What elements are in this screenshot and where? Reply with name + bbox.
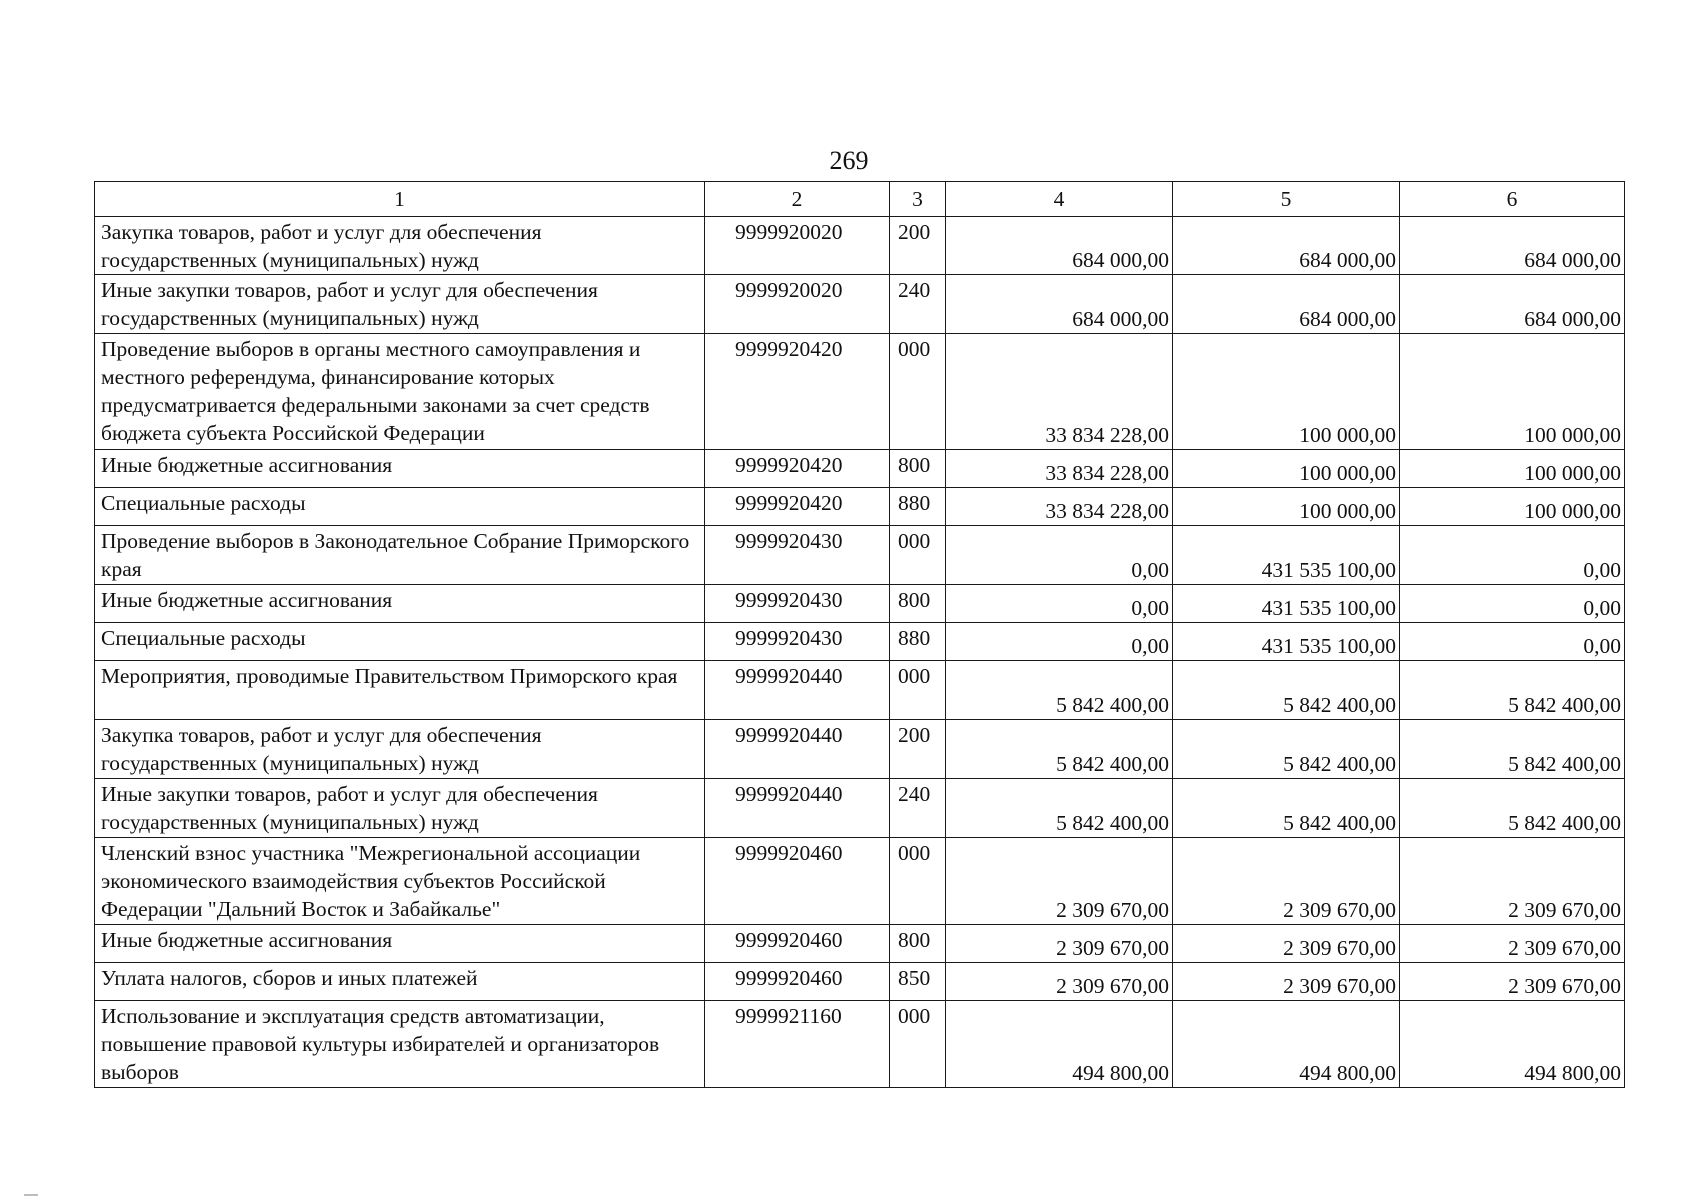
row-code: 9999921160 — [705, 1001, 890, 1088]
row-code: 9999920430 — [705, 623, 890, 661]
table-body — [95, 217, 1625, 1088]
table-row — [95, 450, 1625, 488]
row-code: 9999920020 — [705, 217, 890, 275]
row-amount-col5: 431 535 100,00 — [1173, 623, 1400, 661]
row-amount-col4: 33 834 228,00 — [946, 450, 1173, 488]
table-row — [95, 963, 1625, 1001]
row-name: Специальные расходы — [95, 623, 705, 661]
row-amount-col5: 5 842 400,00 — [1173, 661, 1400, 720]
table-row — [95, 526, 1625, 585]
row-amount-col5: 2 309 670,00 — [1173, 838, 1400, 925]
table-row — [95, 779, 1625, 838]
row-name: Специальные расходы — [95, 488, 705, 526]
header-col-3: 3 — [890, 182, 946, 217]
row-name: Иные закупки товаров, работ и услуг для обеспечения государственных (муниципальных) нужд — [95, 275, 705, 334]
row-name: Мероприятия, проводимые Правительством Приморского края — [95, 661, 705, 720]
row-type: 000 — [890, 526, 946, 585]
row-name: Использование и эксплуатация средств автоматизации, повышение правовой культуры избирателей и организаторов выборов — [95, 1001, 705, 1088]
row-amount-col6: 5 842 400,00 — [1400, 779, 1625, 838]
table-row — [95, 623, 1625, 661]
row-name: Закупка товаров, работ и услуг для обеспечения государственных (муниципальных) нужд — [95, 217, 705, 275]
table-row — [95, 925, 1625, 963]
row-amount-col6: 5 842 400,00 — [1400, 661, 1625, 720]
row-code: 9999920460 — [705, 925, 890, 963]
table-row — [95, 334, 1625, 450]
table-row — [95, 488, 1625, 526]
header-col-1: 1 — [95, 182, 705, 217]
row-type: 800 — [890, 450, 946, 488]
row-type: 880 — [890, 488, 946, 526]
page-number: 269 — [829, 146, 869, 175]
row-code: 9999920440 — [705, 661, 890, 720]
row-type: 850 — [890, 963, 946, 1001]
row-name: Проведение выборов в Законодательное Собрание Приморского края — [95, 526, 705, 585]
row-type: 240 — [890, 779, 946, 838]
row-type: 200 — [890, 217, 946, 275]
row-amount-col4: 2 309 670,00 — [946, 963, 1173, 1001]
row-amount-col4: 5 842 400,00 — [946, 720, 1173, 779]
row-type: 800 — [890, 585, 946, 623]
row-amount-col5: 684 000,00 — [1173, 217, 1400, 275]
row-code: 9999920430 — [705, 526, 890, 585]
row-amount-col4: 494 800,00 — [946, 1001, 1173, 1088]
row-name: Иные бюджетные ассигнования — [95, 925, 705, 963]
budget-table — [94, 181, 1625, 1088]
row-amount-col5: 431 535 100,00 — [1173, 526, 1400, 585]
row-code: 9999920430 — [705, 585, 890, 623]
row-name: Иные бюджетные ассигнования — [95, 450, 705, 488]
row-amount-col4: 0,00 — [946, 623, 1173, 661]
scan-mark — [24, 1194, 38, 1196]
row-name: Закупка товаров, работ и услуг для обеспечения государственных (муниципальных) нужд — [95, 720, 705, 779]
header-col-2: 2 — [705, 182, 890, 217]
row-amount-col4: 0,00 — [946, 585, 1173, 623]
row-code: 9999920420 — [705, 334, 890, 450]
row-name: Членский взнос участника "Межрегиональной ассоциации экономического взаимодействия субъектов Российской Федерации "Дальний Восток и Забайкалье" — [95, 838, 705, 925]
row-code: 9999920420 — [705, 450, 890, 488]
table-row — [95, 720, 1625, 779]
header-row — [95, 182, 1625, 217]
row-amount-col5: 2 309 670,00 — [1173, 963, 1400, 1001]
row-code: 9999920440 — [705, 779, 890, 838]
row-amount-col6: 0,00 — [1400, 623, 1625, 661]
row-name: Иные закупки товаров, работ и услуг для обеспечения государственных (муниципальных) нужд — [95, 779, 705, 838]
row-amount-col6: 100 000,00 — [1400, 334, 1625, 450]
row-amount-col4: 33 834 228,00 — [946, 488, 1173, 526]
row-amount-col4: 2 309 670,00 — [946, 838, 1173, 925]
table-row — [95, 275, 1625, 334]
row-amount-col5: 431 535 100,00 — [1173, 585, 1400, 623]
row-amount-col6: 0,00 — [1400, 526, 1625, 585]
row-amount-col6: 100 000,00 — [1400, 488, 1625, 526]
row-type: 880 — [890, 623, 946, 661]
row-amount-col6: 100 000,00 — [1400, 450, 1625, 488]
table-row — [95, 1001, 1625, 1088]
row-amount-col4: 2 309 670,00 — [946, 925, 1173, 963]
row-code: 9999920460 — [705, 838, 890, 925]
row-amount-col4: 0,00 — [946, 526, 1173, 585]
row-amount-col5: 684 000,00 — [1173, 275, 1400, 334]
row-amount-col4: 5 842 400,00 — [946, 661, 1173, 720]
row-type: 000 — [890, 1001, 946, 1088]
header-col-6: 6 — [1400, 182, 1625, 217]
row-type: 000 — [890, 334, 946, 450]
row-name: Проведение выборов в органы местного самоуправления и местного референдума, финансирование которых предусматривается федеральными законами за счет средств бюджета субъекта Российской Федерации — [95, 334, 705, 450]
row-code: 9999920420 — [705, 488, 890, 526]
row-amount-col4: 684 000,00 — [946, 275, 1173, 334]
row-amount-col6: 494 800,00 — [1400, 1001, 1625, 1088]
row-amount-col5: 494 800,00 — [1173, 1001, 1400, 1088]
row-amount-col6: 684 000,00 — [1400, 275, 1625, 334]
row-code: 9999920460 — [705, 963, 890, 1001]
table-row — [95, 838, 1625, 925]
header-col-4: 4 — [946, 182, 1173, 217]
row-type: 240 — [890, 275, 946, 334]
row-amount-col5: 5 842 400,00 — [1173, 720, 1400, 779]
row-amount-col4: 5 842 400,00 — [946, 779, 1173, 838]
row-type: 000 — [890, 661, 946, 720]
row-type: 800 — [890, 925, 946, 963]
row-amount-col4: 684 000,00 — [946, 217, 1173, 275]
row-amount-col6: 0,00 — [1400, 585, 1625, 623]
row-amount-col5: 100 000,00 — [1173, 450, 1400, 488]
table-row — [95, 661, 1625, 720]
row-type: 000 — [890, 838, 946, 925]
row-amount-col4: 33 834 228,00 — [946, 334, 1173, 450]
row-amount-col5: 2 309 670,00 — [1173, 925, 1400, 963]
row-amount-col6: 2 309 670,00 — [1400, 838, 1625, 925]
row-amount-col5: 100 000,00 — [1173, 488, 1400, 526]
row-code: 9999920440 — [705, 720, 890, 779]
row-amount-col6: 2 309 670,00 — [1400, 925, 1625, 963]
row-name: Уплата налогов, сборов и иных платежей — [95, 963, 705, 1001]
row-amount-col6: 684 000,00 — [1400, 217, 1625, 275]
table-row — [95, 217, 1625, 275]
row-name: Иные бюджетные ассигнования — [95, 585, 705, 623]
table-row — [95, 585, 1625, 623]
row-amount-col5: 100 000,00 — [1173, 334, 1400, 450]
row-amount-col5: 5 842 400,00 — [1173, 779, 1400, 838]
row-type: 200 — [890, 720, 946, 779]
row-amount-col6: 5 842 400,00 — [1400, 720, 1625, 779]
table-header — [95, 182, 1625, 217]
header-col-5: 5 — [1173, 182, 1400, 217]
row-code: 9999920020 — [705, 275, 890, 334]
row-amount-col6: 2 309 670,00 — [1400, 963, 1625, 1001]
